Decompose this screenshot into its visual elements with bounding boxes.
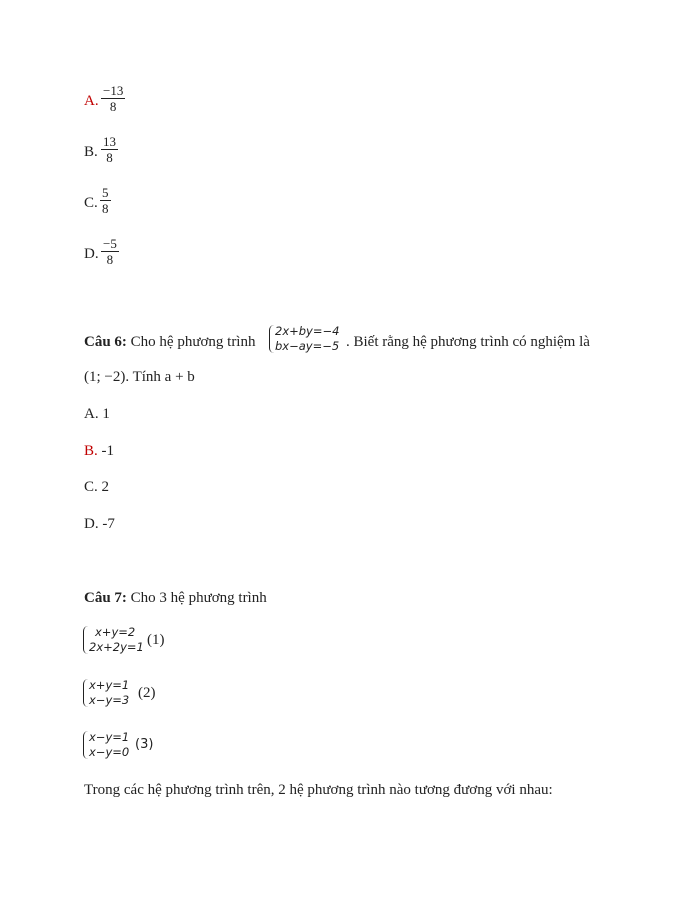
q6-option-b [84,442,114,460]
option-letter: B. [84,443,98,459]
system-row: bx−ay=−5 [275,339,340,353]
q5-option-c-fraction [100,186,111,216]
brace-icon [83,679,88,707]
q6-option-c [84,478,109,496]
option-value: -7 [98,516,115,532]
fraction-denominator: 8 [102,201,109,216]
q5-option-a-fraction [101,84,125,114]
q6-system [269,324,339,354]
q5-option-b-fraction [101,135,118,165]
option-letter: D. [84,516,99,532]
system-row: x+y=1 [89,678,130,692]
fraction-denominator: 8 [106,252,114,267]
q7-question: Trong các hệ phương trình trên, 2 hệ phương trình nào tương đương với nhau: [84,782,553,798]
q7-system-2-tag: (2) [138,685,156,701]
q7-label: Câu 7: [84,590,127,606]
fraction-numerator: −5 [103,236,117,251]
q5-option-b-letter: B. [84,144,98,160]
q7-system-3-tag: (3) [135,737,154,752]
brace-icon [83,731,88,759]
option-letter: C. [84,479,98,495]
q6-text-before: Cho hệ phương trình [126,334,256,350]
option-value: 2 [97,479,110,495]
system-row: 2x+by=−4 [275,324,340,338]
fraction-numerator: 13 [103,134,116,149]
brace-icon [83,626,88,654]
fraction-numerator: 5 [102,185,109,200]
q5-option-d-letter: D. [84,246,99,262]
option-letter: A. [84,406,99,422]
q6-option-a [84,405,110,423]
q5-option-a-letter: A. [84,93,99,109]
q7-system-1 [83,625,144,655]
q5-option-c-letter: C. [84,195,98,211]
q6-stem-line2: (1; −2). Tính a + b [84,369,195,385]
fraction-numerator: −13 [103,83,124,98]
q6-stem-part1 [84,333,255,351]
brace-icon [269,325,274,353]
option-value: 1 [98,406,110,422]
q7-system-2 [83,678,129,708]
system-row: x+y=2 [95,625,136,639]
q6-text-after: . Biết rằng hệ phương trình có nghiệm là [346,334,590,350]
q7-system-3 [83,730,129,760]
q6-label: Câu 6: [84,334,127,350]
q6-option-d [84,515,115,533]
q7-text: Cho 3 hệ phương trình [126,590,267,606]
system-row: x−y=1 [89,730,130,744]
system-row: x−y=3 [89,693,130,707]
option-value: -1 [97,443,115,459]
q7-stem [84,589,267,607]
system-row: x−y=0 [89,745,130,759]
system-row: 2x+2y=1 [89,640,144,654]
q7-system-1-tag: (1) [147,632,165,648]
fraction-denominator: 8 [106,150,113,165]
fraction-denominator: 8 [109,99,117,114]
q5-option-d-fraction [101,237,119,267]
